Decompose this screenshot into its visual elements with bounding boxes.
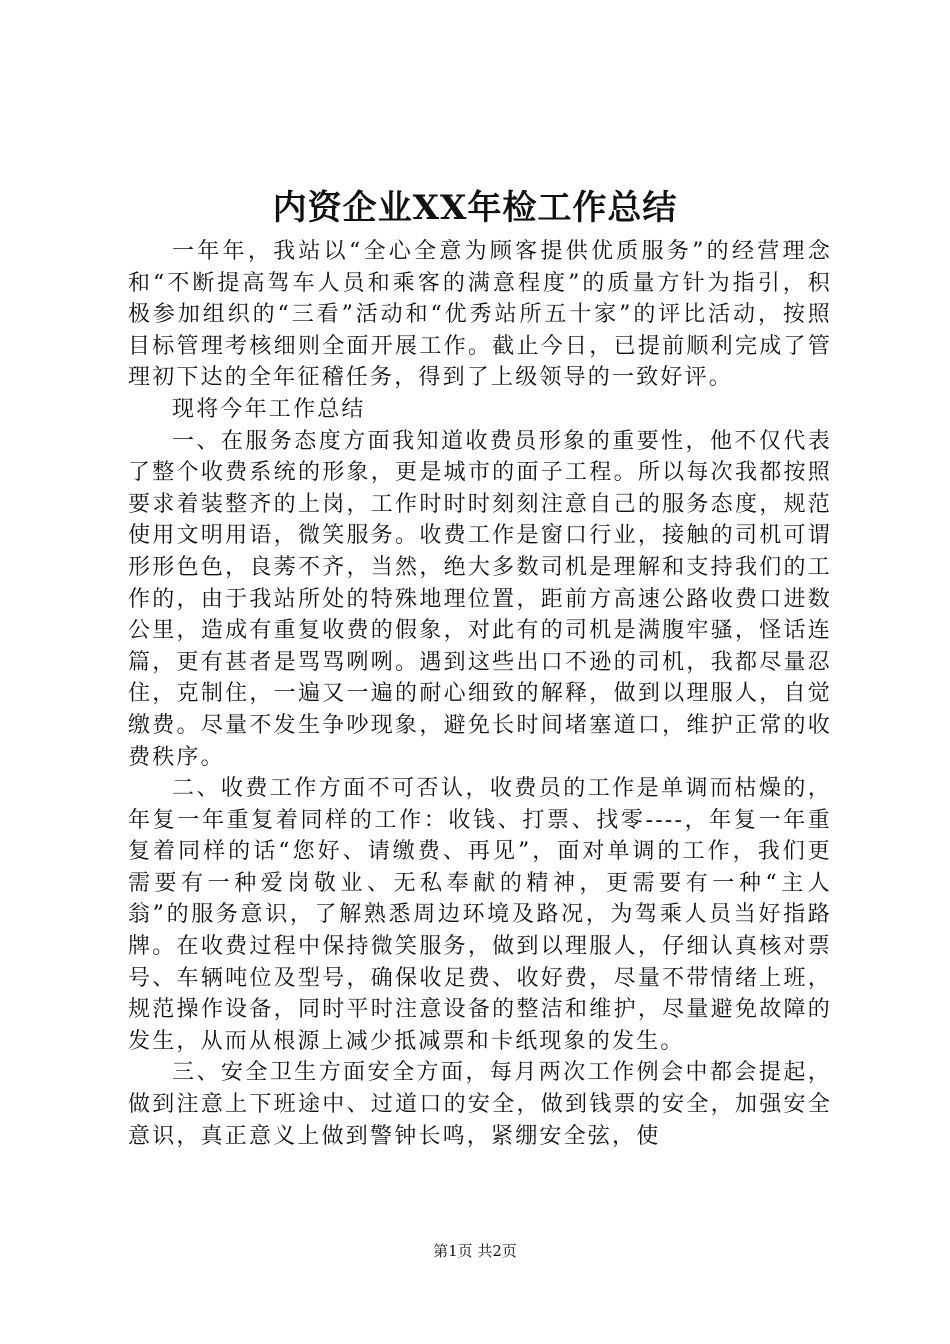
document-body (128, 236, 832, 1152)
paragraph-toll-work: 二、收费工作方面不可否认，收费员的工作是单调而枯燥的，年复一年重复着同样的工作：收钱、打票、找零----，年复一年重复着同样的话“您好、请缴费、再见”，面对单调的工作，我们更需要有一种爱岗敬业、无私奉献的精神，更需要有一种“主人翁”的服务意识，了解熟悉周边环境及路况，为驾乘人员当好指路牌。在收费过程中保持微笑服务，做到以理服人，仔细认真核对票号、车辆吨位及型号，确保收足费、收好费，尽量不带情绪上班，规范操作设备，同时平时注意设备的整洁和维护，尽量避免故障的发生，从而从根源上减少抵减票和卡纸现象的发生。 (128, 776, 832, 1054)
document-title: 内资企业XX年检工作总结 (272, 188, 678, 228)
paragraph-safety-hygiene: 三、安全卫生方面安全方面，每月两次工作例会中都会提起，做到注意上下班途中、过道口的安全，做到钱票的安全，加强安全意识，真正意义上做到警钟长鸣，紧绷安全弦，使 (128, 1060, 832, 1149)
paragraph-service-attitude: 一、在服务态度方面我知道收费员形象的重要性，他不仅代表了整个收费系统的形象，更是城市的面子工程。所以每次我都按照要求着装整齐的上岗，工作时时时刻刻注意自己的服务态度，规范使用文明用语，微笑服务。收费工作是窗口行业，接触的司机可谓形形色色，良莠不齐，当然，绝大多数司机是理解和支持我们的工作的，由于我站所处的特殊地理位置，距前方高速公路收费口进数公里，造成有重复收费的假象，对此有的司机是满腹牢骚，怪话连篇，更有甚者是骂骂咧咧。遇到这些出口不逊的司机，我都尽量忍住，克制住，一遍又一遍的耐心细致的解释，做到以理服人，自觉缴费。尽量不发生争吵现象，避免长时间堵塞道口，维护正常的收费秩序。 (128, 428, 832, 770)
paragraph-intro: 一年年，我站以“全心全意为顾客提供优质服务”的经营理念和“不断提高驾车人员和乘客的满意程度”的质量方针为指引，积极参加组织的“三看”活动和“优秀站所五十家”的评比活动，按照目标管理考核细则全面开展工作。截止今日，已提前顺利完成了管理初下达的全年征稽任务，得到了上级领导的一致好评。 (128, 239, 832, 391)
paragraph-summary-lead: 现将今年工作总结 (172, 396, 366, 422)
page-number-footer: 第1页 共2页 (433, 1242, 517, 1260)
